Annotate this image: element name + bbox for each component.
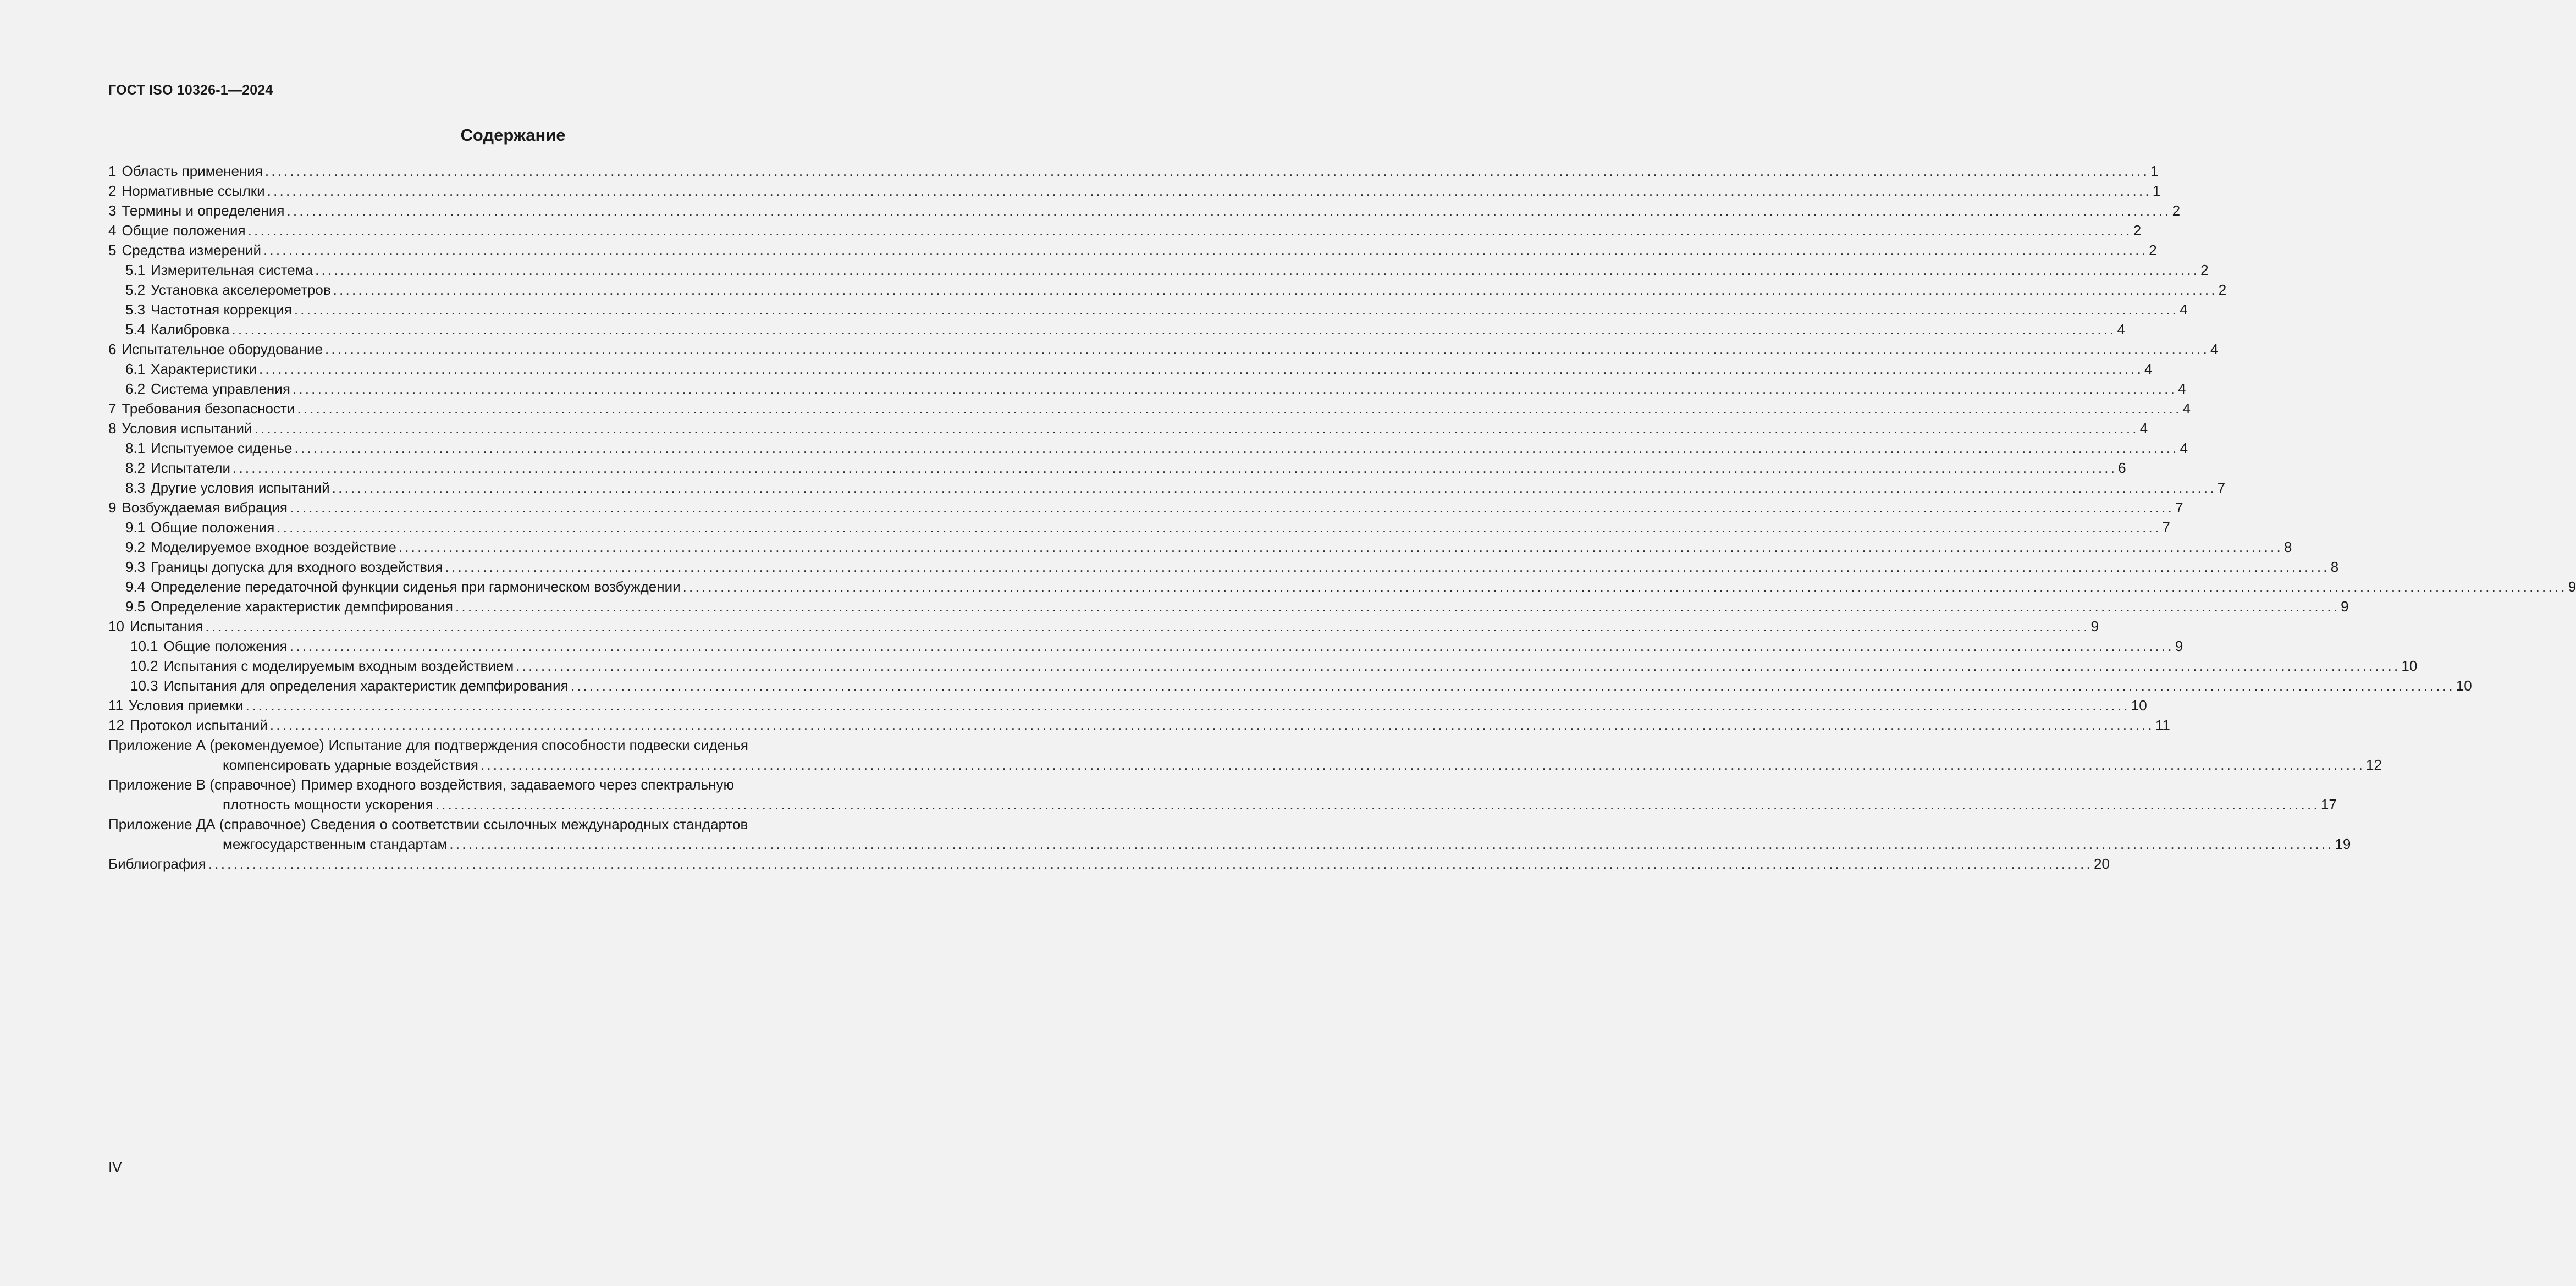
toc-entry-label: Нормативные ссылки: [122, 183, 265, 199]
dot-leader: ............................................................................................................................................................................................................................................................................................................: [516, 658, 2401, 674]
toc-entry-7[interactable]: [108, 399, 2191, 418]
toc-entry-5-4[interactable]: [108, 319, 2126, 339]
toc-entry-11[interactable]: [108, 696, 2147, 715]
annex-page: 17: [2320, 796, 2337, 813]
toc-entry-number: 4: [108, 222, 117, 239]
dot-leader: ............................................................................................................................................................................................................................................................................................................: [231, 321, 2116, 338]
dot-leader: ............................................................................................................................................................................................................................................................................................................: [294, 301, 2178, 318]
dot-leader: ............................................................................................................................................................................................................................................................................................................: [324, 341, 2210, 357]
toc-entry-5-1[interactable]: [108, 260, 2209, 280]
annex-page: 19: [2335, 836, 2351, 852]
toc-entry-4[interactable]: [108, 220, 2142, 240]
dot-leader: ............................................................................................................................................................................................................................................................................................................: [264, 163, 2149, 179]
toc-entry-8[interactable]: [108, 418, 2148, 438]
page-number: IV: [108, 1159, 122, 1175]
dot-leader: ............................................................................................................................................................................................................................................................................................................: [277, 519, 2161, 536]
toc-entry-page: 8: [2283, 539, 2292, 555]
toc-entry-page: 4: [2178, 380, 2186, 397]
toc-entry-label: Испытания для определения характеристик демпфирования: [163, 677, 569, 694]
dot-leader: ............................................................................................................................................................................................................................................................................................................: [263, 242, 2148, 258]
toc-entry-number: 8: [108, 420, 117, 437]
toc-entry-number: 11: [108, 697, 123, 714]
page-title: Содержание: [460, 125, 566, 145]
toc-entry-page: 4: [2182, 400, 2191, 417]
toc-entry-3[interactable]: [108, 201, 2181, 220]
toc-entry-page: 8: [2330, 559, 2339, 575]
toc-entry-page: 4: [2210, 341, 2219, 357]
toc-entry-label: Термины и определения: [122, 202, 285, 219]
toc-entry-9-5[interactable]: [108, 597, 2349, 616]
annex-da-line1[interactable]: [108, 814, 843, 834]
annex-name: Приложение ДА (справочное): [108, 816, 306, 832]
dot-leader: ............................................................................................................................................................................................................................................................................................................: [682, 578, 2567, 595]
toc-entry-label: Библиография: [108, 856, 206, 872]
toc-entry-8-3[interactable]: [108, 478, 2226, 498]
annex-b-line2[interactable]: [108, 794, 2337, 814]
toc-entry-number: 9.2: [125, 539, 146, 555]
toc-entry-number: 8.2: [125, 460, 146, 476]
annex-title: Сведения о соответствии ссылочных международных стандартов: [310, 816, 748, 832]
dot-leader: ............................................................................................................................................................................................................................................................................................................: [445, 559, 2330, 575]
toc-entry-page: 10: [2456, 677, 2472, 694]
annex-name: Приложение А (рекомендуемое): [108, 737, 324, 753]
table-of-contents: [108, 161, 2576, 874]
toc-entry-page: 2: [2200, 262, 2209, 278]
toc-entry-6-2[interactable]: [108, 379, 2186, 399]
dot-leader: ............................................................................................................................................................................................................................................................................................................: [258, 361, 2144, 377]
annex-title: Испытание для подтверждения способности подвески сиденья: [328, 737, 748, 753]
toc-entry-page: 1: [2152, 183, 2161, 199]
toc-entry-label: Моделируемое входное воздействие: [151, 539, 396, 555]
toc-entry-label: Система управления: [151, 380, 290, 397]
toc-entry-page: 11: [2155, 717, 2170, 733]
toc-entry-number: 5.4: [125, 321, 146, 338]
toc-entry-number: 10: [108, 618, 124, 634]
toc-entry-number: 6: [108, 341, 117, 357]
toc-entry-number: 10.3: [130, 677, 158, 694]
toc-entry-number: 3: [108, 202, 117, 219]
dot-leader: ............................................................................................................................................................................................................................................................................................................: [269, 717, 2154, 733]
toc-entry-label: Общие положения: [122, 222, 246, 239]
toc-entry-label: Измерительная система: [151, 262, 313, 278]
toc-entry-label: Испытатели: [151, 460, 231, 476]
toc-entry-page: 20: [2093, 856, 2110, 872]
toc-entry-label: Установка акселерометров: [151, 282, 331, 298]
toc-entry-5[interactable]: [108, 240, 2157, 260]
toc-entry-label: Условия испытаний: [122, 420, 252, 437]
dot-leader: ............................................................................................................................................................................................................................................................................................................: [435, 796, 2320, 813]
toc-entry-5-3[interactable]: [108, 300, 2188, 319]
dot-leader: ............................................................................................................................................................................................................................................................................................................: [289, 499, 2175, 516]
toc-entry-number: 9.1: [125, 519, 146, 536]
dot-leader: ............................................................................................................................................................................................................................................................................................................: [245, 697, 2130, 714]
dot-leader: ............................................................................................................................................................................................................................................................................................................: [247, 222, 2132, 239]
toc-entry-6[interactable]: [108, 339, 2219, 359]
toc-entry-label: Калибровка: [151, 321, 230, 338]
dot-leader: ............................................................................................................................................................................................................................................................................................................: [208, 856, 2093, 872]
toc-entry-label: Требования безопасности: [122, 400, 295, 417]
toc-entry-number: 10.2: [130, 658, 158, 674]
dot-leader: ............................................................................................................................................................................................................................................................................................................: [233, 460, 2117, 476]
dot-leader: ............................................................................................................................................................................................................................................................................................................: [286, 202, 2171, 219]
dot-leader: ............................................................................................................................................................................................................................................................................................................: [294, 440, 2179, 456]
toc-entry-number: 5.3: [125, 301, 146, 318]
toc-entry-number: 5.1: [125, 262, 146, 278]
toc-entry-label: Характеристики: [151, 361, 257, 377]
toc-entry-page: 2: [2218, 282, 2227, 298]
dot-leader: ............................................................................................................................................................................................................................................................................................................: [332, 479, 2216, 496]
dot-leader: ............................................................................................................................................................................................................................................................................................................: [398, 539, 2283, 555]
toc-entry-number: 12: [108, 717, 124, 733]
toc-entry-10-1[interactable]: [108, 636, 2183, 656]
toc-entry-number: 6.2: [125, 380, 146, 397]
dot-leader: ............................................................................................................................................................................................................................................................................................................: [315, 262, 2200, 278]
document-code-header: ГОСТ ISO 10326-1—2024: [108, 82, 273, 98]
toc-entry-number: 2: [108, 183, 117, 199]
toc-entry-10-3[interactable]: [108, 676, 2472, 696]
toc-entry-10[interactable]: [108, 616, 2099, 636]
toc-entry-number: 6.1: [125, 361, 146, 377]
toc-entry-page: 7: [2217, 479, 2226, 496]
toc-entry-label: Область применения: [122, 163, 263, 179]
dot-leader: ............................................................................................................................................................................................................................................................................................................: [292, 380, 2177, 397]
dot-leader: ............................................................................................................................................................................................................................................................................................................: [297, 400, 2182, 417]
dot-leader: ............................................................................................................................................................................................................................................................................................................: [267, 183, 2152, 199]
toc-entry-5-2[interactable]: [108, 280, 2227, 300]
toc-entry-label: Определение передаточной функции сиденья при гармоническом возбуждении: [151, 578, 681, 595]
annex-name: Приложение В (справочное): [108, 776, 296, 793]
toc-entry-label: Испытания: [129, 618, 203, 634]
toc-entry-label: Испытуемое сиденье: [151, 440, 293, 456]
toc-entry-number: 9.3: [125, 559, 146, 575]
toc-entry-page: 1: [2150, 163, 2159, 179]
toc-entry-page: 7: [2162, 519, 2170, 536]
toc-entry-number: 10.1: [130, 638, 158, 654]
annex-title-cont: межгосударственным стандартам: [223, 836, 448, 852]
toc-entry-8-2[interactable]: [108, 458, 2126, 478]
annex-title-cont: компенсировать ударные воздействия: [223, 757, 478, 773]
toc-entry-9-4[interactable]: [108, 577, 2576, 597]
toc-entry-number: 5.2: [125, 282, 146, 298]
toc-entry-label: Другие условия испытаний: [151, 479, 330, 496]
toc-entry-number: 9.4: [125, 578, 146, 595]
toc-entry-page: 2: [2149, 242, 2157, 258]
toc-entry-page: 4: [2139, 420, 2148, 437]
annex-title: Пример входного воздействия, задаваемого через спектральную: [300, 776, 734, 793]
toc-entry-number: 8.3: [125, 479, 146, 496]
toc-entry-page: 6: [2118, 460, 2126, 476]
toc-entry-9-3[interactable]: [108, 557, 2339, 577]
toc-entry-page: 4: [2117, 321, 2126, 338]
toc-entry-page: 4: [2180, 440, 2188, 456]
toc-entry-label: Испытательное оборудование: [122, 341, 323, 357]
toc-entry-label: Средства измерений: [122, 242, 261, 258]
dot-leader: ............................................................................................................................................................................................................................................................................................................: [289, 638, 2174, 654]
toc-entry-label: Протокол испытаний: [129, 717, 268, 733]
toc-entry-number: 8.1: [125, 440, 146, 456]
toc-entry-page: 9: [2568, 578, 2576, 595]
toc-entry-number: 9.5: [125, 598, 146, 615]
toc-entry-page: 7: [2175, 499, 2183, 516]
toc-entry-page: 9: [2175, 638, 2183, 654]
toc-entry-page: 4: [2144, 361, 2153, 377]
toc-entry-page: 9: [2341, 598, 2349, 615]
toc-entry-label: Определение характеристик демпфирования: [151, 598, 453, 615]
toc-entry-page: 2: [2172, 202, 2181, 219]
toc-entry-page: 9: [2090, 618, 2099, 634]
toc-entry-label: Границы допуска для входного воздействия: [151, 559, 443, 575]
toc-entry-page: 4: [2179, 301, 2188, 318]
toc-entry-9-2[interactable]: [108, 537, 2292, 557]
dot-leader: ............................................................................................................................................................................................................................................................................................................: [449, 836, 2334, 852]
annex-da-line2[interactable]: [108, 834, 2351, 854]
annex-a-line2[interactable]: [108, 755, 2382, 775]
toc-entry-page: 10: [2401, 658, 2418, 674]
toc-entry-label: Частотная коррекция: [151, 301, 292, 318]
toc-entry-12[interactable]: [108, 715, 2170, 735]
toc-entry-page: 2: [2133, 222, 2142, 239]
toc-entry-9-1[interactable]: [108, 517, 2170, 537]
dot-leader: ............................................................................................................................................................................................................................................................................................................: [205, 618, 2090, 634]
toc-entry-bibliography[interactable]: [108, 854, 2110, 874]
dot-leader: ............................................................................................................................................................................................................................................................................................................: [254, 420, 2139, 437]
annex-a-line1[interactable]: [108, 735, 843, 755]
toc-entry-label: Условия приемки: [129, 697, 244, 714]
annex-page: 12: [2366, 757, 2382, 773]
toc-entry-label: Общие положения: [163, 638, 288, 654]
toc-entry-number: 7: [108, 400, 117, 417]
toc-entry-2[interactable]: [108, 181, 2161, 201]
toc-entry-label: Общие положения: [151, 519, 275, 536]
toc-entry-number: 9: [108, 499, 117, 516]
toc-entry-label: Испытания с моделируемым входным воздействием: [163, 658, 514, 674]
toc-entry-10-2[interactable]: [108, 656, 2418, 676]
dot-leader: ............................................................................................................................................................................................................................................................................................................: [570, 677, 2455, 694]
toc-entry-page: 10: [2131, 697, 2147, 714]
dot-leader: ............................................................................................................................................................................................................................................................................................................: [480, 757, 2365, 773]
toc-entry-number: 5: [108, 242, 117, 258]
toc-entry-8-1[interactable]: [108, 438, 2188, 458]
toc-entry-9[interactable]: [108, 498, 2183, 517]
toc-entry-number: 1: [108, 163, 117, 179]
dot-leader: ............................................................................................................................................................................................................................................................................................................: [333, 282, 2218, 298]
annex-title-cont: плотность мощности ускорения: [223, 796, 433, 813]
dot-leader: ............................................................................................................................................................................................................................................................................................................: [455, 598, 2340, 615]
toc-entry-6-1[interactable]: [108, 359, 2153, 379]
annex-b-line1[interactable]: [108, 775, 843, 794]
toc-entry-label: Возбуждаемая вибрация: [122, 499, 288, 516]
toc-entry-1[interactable]: [108, 161, 2159, 181]
